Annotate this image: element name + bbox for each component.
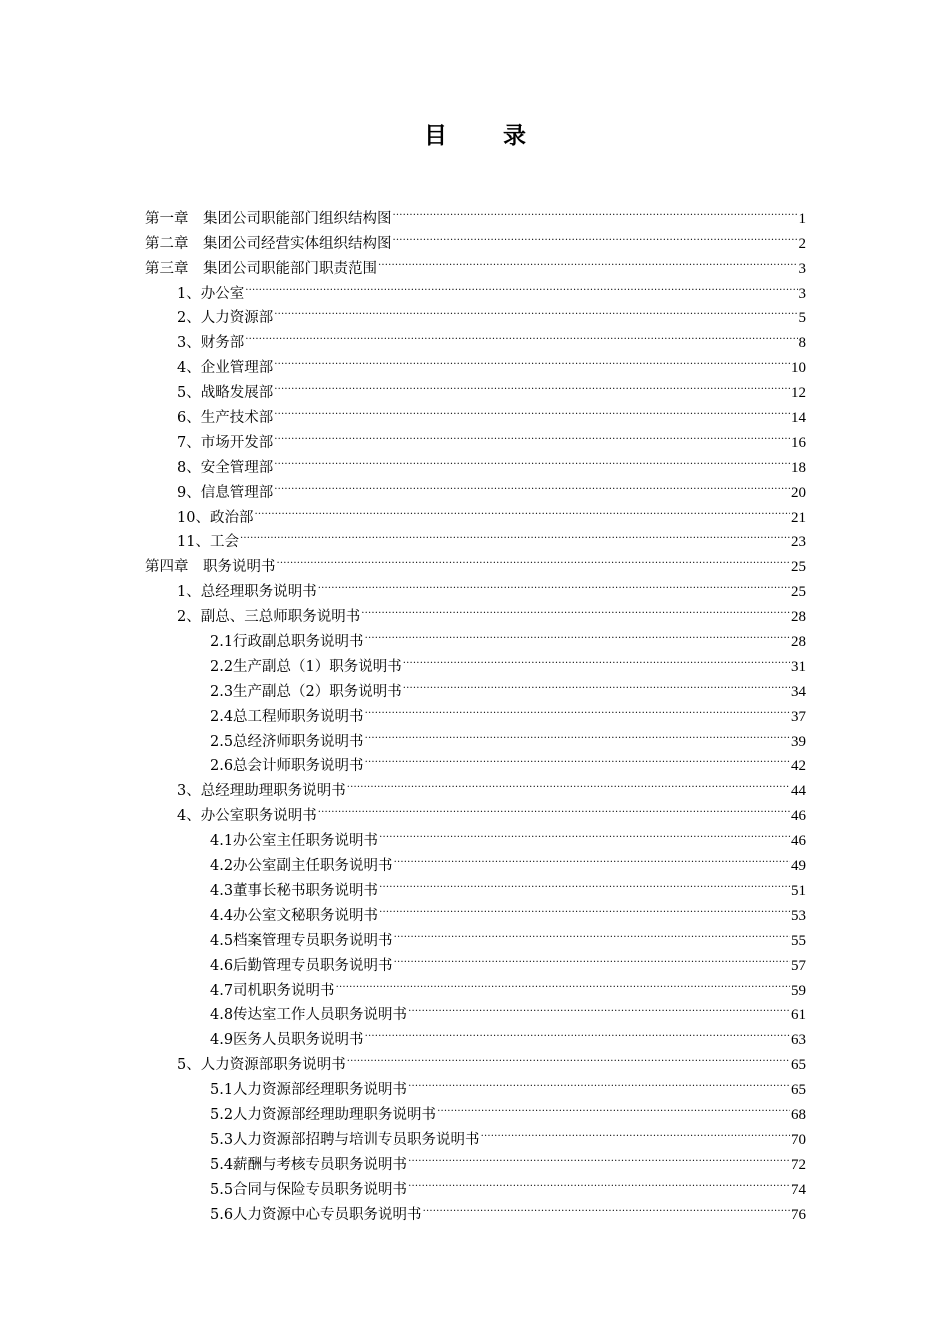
toc-entry-text: 5.4薪酬与考核专员职务说明书 — [210, 1156, 408, 1173]
toc-dot-leader — [378, 248, 798, 273]
toc-page-number: 39 — [791, 733, 806, 750]
toc-page-number: 28 — [791, 634, 806, 651]
toc-dot-leader — [318, 571, 790, 596]
toc-page-number: 74 — [791, 1181, 806, 1198]
toc-dot-leader — [318, 795, 790, 820]
toc-dot-leader — [365, 621, 790, 646]
toc-page-number: 25 — [791, 559, 806, 576]
toc-entry-text: 2、副总、三总师职务说明书 — [177, 609, 361, 626]
toc-dot-leader — [347, 770, 790, 795]
toc-entry-text: 2、人力资源部 — [177, 310, 274, 327]
toc-entry-text: 8、安全管理部 — [177, 459, 274, 476]
toc-entry[interactable] — [145, 546, 806, 576]
toc-entry-text: 2.5总经济师职务说明书 — [210, 733, 364, 750]
toc-page-number: 16 — [791, 434, 806, 451]
toc-page-number: 34 — [791, 683, 806, 700]
toc-page-number: 20 — [791, 484, 806, 501]
toc-dot-leader — [361, 596, 790, 621]
toc-page-number: 14 — [791, 410, 806, 427]
toc-page-number: 61 — [791, 1007, 806, 1024]
toc-entry-text: 3、总经理助理职务说明书 — [177, 783, 346, 800]
toc-title: 目 录 — [423, 122, 550, 149]
toc-page-number: 1 — [798, 210, 806, 227]
toc-entry-text: 9、信息管理部 — [177, 484, 274, 501]
toc-dot-leader — [365, 721, 790, 746]
toc-entry-text: 4.1办公室主任职务说明书 — [210, 833, 379, 850]
toc-dot-leader — [274, 347, 790, 372]
toc-entry[interactable] — [145, 522, 806, 551]
toc-dot-leader — [379, 820, 790, 845]
toc-dot-leader — [394, 945, 790, 970]
toc-dot-leader — [274, 447, 790, 472]
toc-page-number: 59 — [791, 982, 806, 999]
toc-entry-text: 4.9医务人员职务说明书 — [210, 1032, 364, 1049]
toc-entry-text: 5.6人力资源中心专员职务说明书 — [210, 1206, 422, 1223]
toc-page-number: 57 — [791, 957, 806, 974]
toc-entry-text: 11、工会 — [177, 534, 239, 551]
toc-dot-leader — [274, 397, 790, 422]
toc-page-number: 46 — [791, 833, 806, 850]
toc-dot-leader — [403, 646, 790, 671]
toc-entry-text: 5.2人力资源部经理助理职务说明书 — [210, 1106, 437, 1123]
toc-dot-leader — [277, 546, 791, 571]
toc-dot-leader — [393, 198, 798, 223]
toc-page-number: 12 — [791, 385, 806, 402]
toc-entry-text: 4.7司机职务说明书 — [210, 982, 335, 999]
toc-entry-text: 4、办公室职务说明书 — [177, 808, 317, 825]
toc-page-number: 21 — [791, 509, 806, 526]
toc-entry-text: 3、财务部 — [177, 335, 245, 352]
toc-page-number: 65 — [791, 1057, 806, 1074]
toc-page-number: 31 — [791, 658, 806, 675]
toc-dot-leader — [408, 1144, 790, 1169]
toc-entry-text: 5.5合同与保险专员职务说明书 — [210, 1181, 408, 1198]
toc-entry-text: 5.1人力资源部经理职务说明书 — [210, 1082, 408, 1099]
toc-dot-leader — [379, 870, 790, 895]
toc-dot-leader — [379, 895, 790, 920]
toc-entry[interactable] — [145, 198, 806, 227]
toc-dot-leader — [240, 522, 790, 547]
toc-dot-leader — [408, 995, 790, 1020]
toc-dot-leader — [274, 298, 797, 323]
toc-page-number: 44 — [791, 783, 806, 800]
toc-entry-text: 5.3人力资源部招聘与培训专员职务说明书 — [210, 1131, 480, 1148]
toc-page-number: 53 — [791, 907, 806, 924]
toc-entry-text: 4.5档案管理专员职务说明书 — [210, 932, 393, 949]
toc-page-number: 72 — [791, 1156, 806, 1173]
toc-page-number: 51 — [791, 882, 806, 899]
toc-list — [145, 198, 806, 1223]
toc-page-number: 70 — [791, 1131, 806, 1148]
toc-dot-leader — [336, 970, 790, 995]
toc-page-number: 76 — [791, 1206, 806, 1223]
toc-dot-leader — [365, 696, 790, 721]
toc-dot-leader — [394, 920, 790, 945]
toc-dot-leader — [393, 223, 798, 248]
toc-dot-leader — [274, 422, 790, 447]
toc-entry-text: 2.2生产副总（1）职务说明书 — [210, 658, 402, 675]
toc-entry-text: 2.1行政副总职务说明书 — [210, 634, 364, 651]
toc-page-number: 5 — [798, 310, 806, 327]
toc-page-number: 10 — [791, 360, 806, 377]
toc-dot-leader — [437, 1094, 790, 1119]
toc-page-number: 2 — [798, 235, 806, 252]
toc-page-number: 23 — [791, 534, 806, 551]
toc-entry-text: 4.4办公室文秘职务说明书 — [210, 907, 379, 924]
toc-dot-leader — [365, 746, 790, 771]
toc-dot-leader — [274, 472, 790, 497]
toc-entry-text: 5、战略发展部 — [177, 385, 274, 402]
toc-page-number: 46 — [791, 808, 806, 825]
toc-dot-leader — [481, 1119, 790, 1144]
toc-entry-text: 1、办公室 — [177, 285, 245, 302]
toc-page-number: 42 — [791, 758, 806, 775]
toc-page-number: 3 — [798, 260, 806, 277]
toc-dot-leader — [408, 1069, 790, 1094]
toc-page-number: 68 — [791, 1106, 806, 1123]
toc-page-number: 28 — [791, 609, 806, 626]
toc-dot-leader — [245, 273, 797, 298]
toc-entry-text: 第一章 集团公司职能部门组织结构图 — [145, 210, 392, 227]
toc-entry-text: 4.2办公室副主任职务说明书 — [210, 858, 393, 875]
toc-page-number: 25 — [791, 584, 806, 601]
toc-entry-text: 第二章 集团公司经营实体组织结构图 — [145, 235, 392, 252]
toc-entry-text: 2.6总会计师职务说明书 — [210, 758, 364, 775]
toc-entry-text: 1、总经理职务说明书 — [177, 584, 317, 601]
toc-page-number: 55 — [791, 932, 806, 949]
toc-page-number: 8 — [798, 335, 806, 352]
toc-entry-text: 10、政治部 — [177, 509, 254, 526]
toc-dot-leader — [347, 1044, 790, 1069]
toc-page-number: 49 — [791, 858, 806, 875]
toc-dot-leader — [245, 322, 797, 347]
toc-dot-leader — [365, 1019, 790, 1044]
toc-entry-text: 6、生产技术部 — [177, 410, 274, 427]
toc-page-number: 3 — [798, 285, 806, 302]
toc-page-number: 65 — [791, 1082, 806, 1099]
toc-dot-leader — [403, 671, 790, 696]
toc-entry-text: 4、企业管理部 — [177, 360, 274, 377]
toc-entry-text: 5、人力资源部职务说明书 — [177, 1057, 346, 1074]
toc-entry-text: 7、市场开发部 — [177, 434, 274, 451]
toc-page-number: 63 — [791, 1032, 806, 1049]
toc-dot-leader — [423, 1194, 790, 1219]
toc-entry-text: 2.3生产副总（2）职务说明书 — [210, 683, 402, 700]
toc-page-number: 37 — [791, 708, 806, 725]
toc-entry-text: 4.6后勤管理专员职务说明书 — [210, 957, 393, 974]
toc-dot-leader — [274, 372, 790, 397]
toc-dot-leader — [408, 1169, 790, 1194]
toc-entry-text: 4.3董事长秘书职务说明书 — [210, 882, 379, 899]
toc-entry-text: 2.4总工程师职务说明书 — [210, 708, 364, 725]
toc-dot-leader — [394, 845, 790, 870]
toc-entry-text: 第四章 职务说明书 — [145, 559, 276, 576]
toc-dot-leader — [254, 497, 790, 522]
toc-entry-text: 4.8传达室工作人员职务说明书 — [210, 1007, 408, 1024]
toc-page-number: 18 — [791, 459, 806, 476]
toc-entry-text: 第三章 集团公司职能部门职责范围 — [145, 260, 377, 277]
